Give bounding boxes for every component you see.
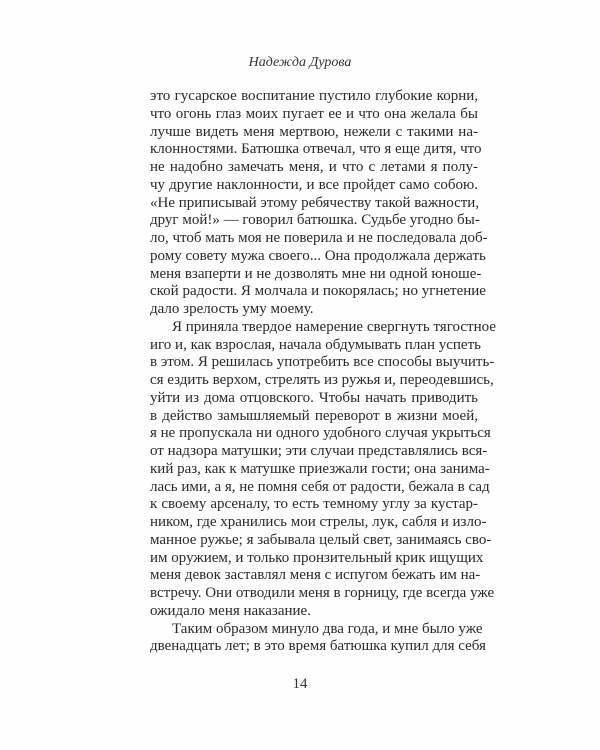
text-line: Таким образом минуло два года, и мне было уже	[172, 620, 483, 637]
text-line: ником, где хранились мои стрелы, лук, сабля и изло-	[150, 514, 487, 530]
text-line: лась ими, а я, не помня себя от радости, бежала в сад	[150, 478, 490, 495]
text-line: клонностями. Батюшка отвечал, что я еще дитя, что	[150, 141, 482, 158]
text-line: лучше видеть меня мертвою, нежели с такими на-	[150, 123, 478, 140]
text-line: к своему арсеналу, то есть темному углу за кустар-	[150, 496, 478, 513]
page-body-text	[150, 88, 496, 656]
text-line: ся ездить верхом, стрелять из ружья и, переодевшись,	[150, 372, 494, 388]
text-line: уйти из дома отцовского. Чтобы начать приводить	[150, 389, 478, 406]
text-line: ской радости. Я молчала и покорялась; но угнетение	[150, 283, 486, 300]
text-line: встречу. Они отводили меня в горницу, где всегда уже	[150, 585, 495, 601]
text-line: ло, чтоб мать моя не поверила и не последовала доб-	[150, 230, 488, 246]
text-line: «Не приписывай этому ребячеству такой важности,	[150, 194, 480, 211]
text-line: Я приняла твердое намерение свергнуть тягостное	[172, 318, 496, 335]
page-number: 14	[292, 676, 308, 692]
text-line: это гусарское воспитание пустило глубокие корни,	[150, 88, 478, 104]
paragraph	[150, 88, 488, 319]
text-line: в этом. Я решилась употребить все способы выучить-	[150, 354, 495, 371]
text-line: меня взаперти и не дозволять мне ни одной юноше-	[150, 265, 482, 282]
text-line: от надзора матушки; эти случаи представлялись вся-	[150, 443, 488, 459]
text-line: им оружием, и только пронзительный крик ищущих	[150, 549, 484, 566]
text-line: иго и, как взрослая, начала обдумывать план успеть	[150, 336, 481, 353]
text-line: дало зрелость уму моему.	[150, 301, 314, 317]
text-line: я не пропускала ни одного удобного случая укрыться	[150, 425, 491, 442]
text-line: кий раз, как к матушке приезжали гости; она занима-	[150, 460, 490, 477]
paragraph	[150, 318, 496, 621]
text-line: манное ружье; я забывала целый свет, занимаясь сво-	[150, 531, 492, 548]
text-line: что огонь глаз моих пугает ее и что она желала бы	[150, 105, 478, 122]
text-line: ожидало меня наказание.	[150, 602, 311, 619]
text-line: меня девок заставлял меня с испугом бежать им на-	[150, 567, 481, 584]
text-line: чу другие наклонности, и все пройдет само собою.	[150, 176, 478, 193]
text-line: двенадцать лет; в это время батюшка купил для себя	[150, 638, 486, 655]
text-line: в действо замышляемый переворот в жизни моей,	[150, 407, 478, 424]
text-line: рому совету мужа своего... Она продолжала держать	[150, 247, 486, 264]
text-line: не надобно замечать меня, и что с летами я полу-	[150, 159, 478, 175]
text-line: друг мой!» — говорил батюшка. Судьбе угодно бы-	[150, 212, 480, 229]
running-header: Надежда Дурова	[248, 55, 352, 70]
paragraph	[150, 620, 486, 657]
